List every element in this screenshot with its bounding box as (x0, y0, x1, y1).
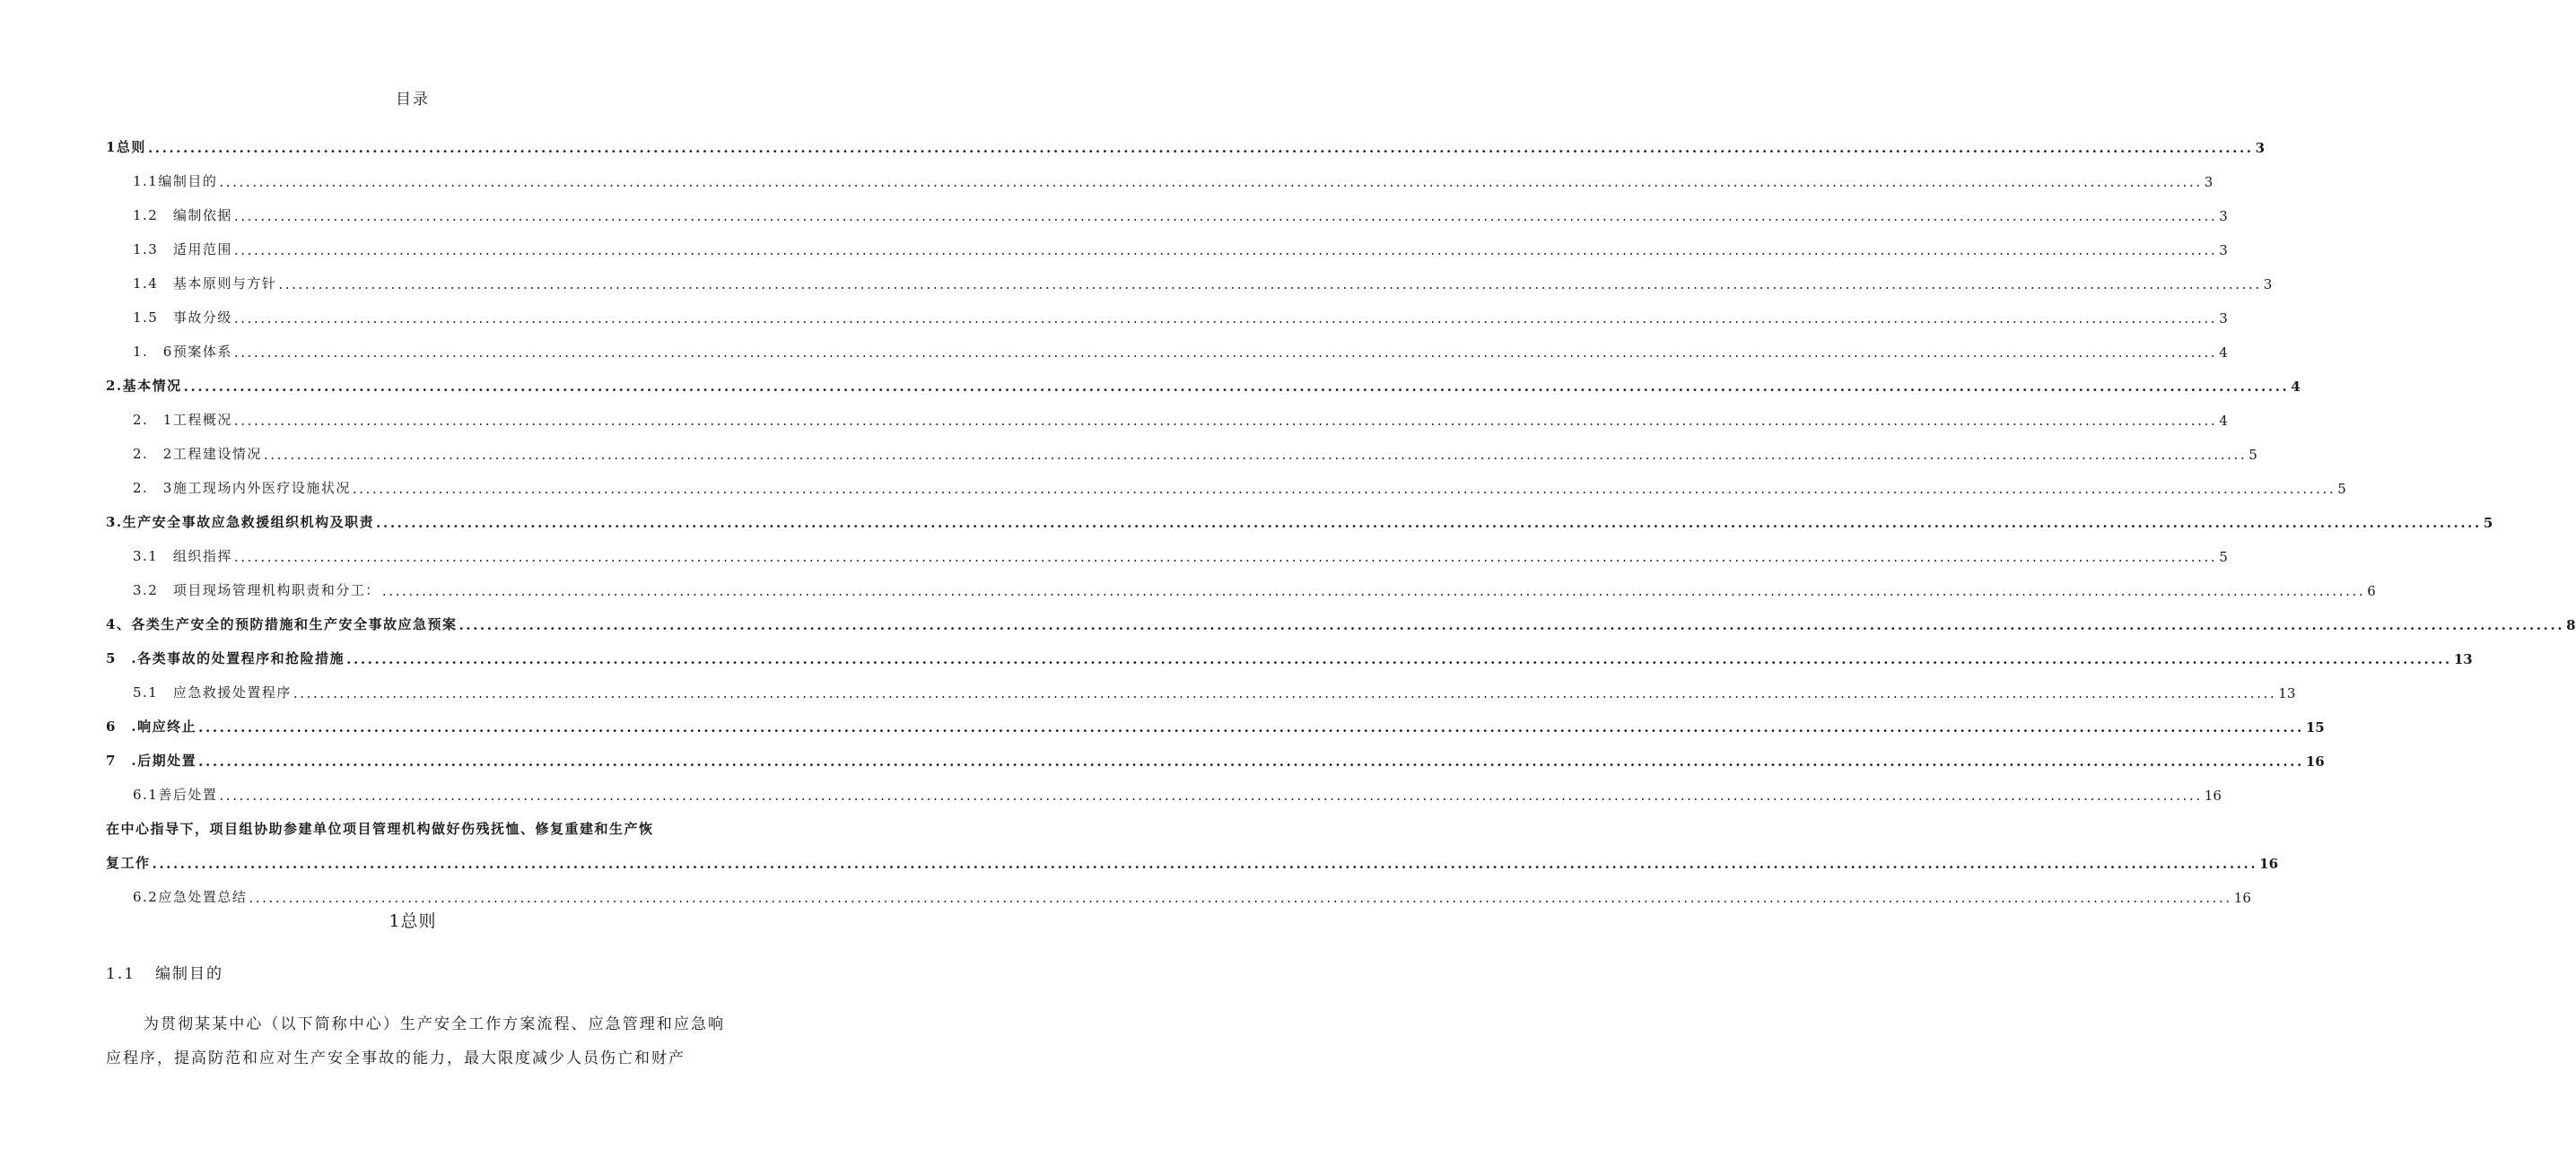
toc-entry[interactable] (106, 292, 2228, 327)
toc-page-number: 8 (2566, 617, 2576, 633)
toc-entry[interactable] (106, 327, 2228, 361)
toc-page-number: 3 (2255, 140, 2266, 156)
toc-entry-label: 2.基本情况 (106, 378, 182, 394)
toc-page-number: 3 (2263, 276, 2273, 292)
toc-entry-label: 复工作 (106, 855, 151, 871)
toc-page-number: 4 (2291, 379, 2301, 395)
toc-page-number: 3 (2219, 310, 2228, 327)
toc-page-number: 3 (2219, 208, 2228, 224)
toc-page-number: 13 (2278, 685, 2296, 701)
toc-entry-label: 2. 3施工现场内外医疗设施状况 (133, 480, 351, 496)
toc-page-number: 5 (2219, 549, 2228, 565)
toc-leader-dots: ............................................................................................................................................................................................................................................................................................................ (183, 379, 2290, 395)
toc-leader-dots: ............................................................................................................................................................................................................................................................................................................ (219, 788, 2203, 804)
toc-page-number: 16 (2305, 753, 2325, 770)
toc-entry-label: 5 .各类事故的处置程序和抢险措施 (106, 650, 345, 666)
toc-title: 目录 (396, 91, 430, 109)
toc-entry[interactable] (106, 872, 2251, 906)
toc-entry-label: 2. 2工程建设情况 (133, 446, 262, 462)
toc-entry[interactable] (106, 463, 2346, 497)
toc-entry[interactable] (106, 361, 2301, 395)
toc-entry-label: 1.1编制目的 (133, 173, 218, 189)
body-paragraph: 为贯彻某某中心（以下简称中心）生产安全工作方案流程、应急管理和应急响应程序，提高防范和应对生产安全事故的能力，最大限度减少人员伤亡和财产 (106, 1015, 725, 1067)
toc-entry-label: 7 .后期处置 (106, 753, 197, 769)
toc-page-number: 3 (2204, 174, 2214, 190)
toc-leader-dots: ............................................................................................................................................................................................................................................................................................................ (198, 719, 2304, 736)
toc-page-number: 3 (2219, 242, 2228, 258)
toc-page-number: 15 (2305, 719, 2325, 736)
toc-page-number: 5 (2483, 515, 2493, 531)
toc-leader-dots: ............................................................................................................................................................................................................................................................................................................ (346, 651, 2452, 667)
toc-entry-label: 3.生产安全事故应急救援组织机构及职责 (106, 514, 375, 530)
toc-leader-dots: ............................................................................................................................................................................................................................................................................................................ (263, 447, 2248, 463)
toc-page-number: 16 (2233, 890, 2251, 906)
toc-leader-dots: ............................................................................................................................................................................................................................................................................................................ (458, 617, 2565, 633)
toc-leader-dots: ............................................................................................................................................................................................................................................................................................................ (278, 276, 2262, 292)
toc-leader-dots: ............................................................................................................................................................................................................................................................................................................ (147, 140, 2254, 156)
toc-leader-dots: ............................................................................................................................................................................................................................................................................................................ (198, 753, 2304, 770)
subsection-heading (106, 961, 223, 983)
toc-entry-label: 1.4 基本原则与方针 (133, 275, 277, 292)
toc-page-number: 16 (2204, 788, 2222, 804)
toc-entry-label: 6.1善后处置 (133, 787, 218, 803)
toc-entry[interactable] (106, 565, 2376, 599)
toc-entry-wrapped-line1[interactable] (106, 804, 716, 838)
toc-entry[interactable] (106, 599, 2576, 633)
toc-page-number: 6 (2367, 583, 2376, 599)
toc-leader-dots: ............................................................................................................................................................................................................................................................................................................ (376, 515, 2482, 531)
toc-leader-dots: ............................................................................................................................................................................................................................................................................................................ (233, 242, 2218, 258)
subsection-title: 编制目的 (155, 965, 224, 983)
toc-entry[interactable] (106, 633, 2473, 667)
table-of-contents (106, 122, 2576, 906)
toc-entry-label: 4、各类生产安全的预防措施和生产安全事故应急预案 (106, 616, 458, 632)
toc-entry[interactable] (106, 190, 2228, 224)
toc-entry-label: 3.1 组织指挥 (133, 548, 232, 564)
toc-entry[interactable] (106, 224, 2228, 258)
toc-entry-label: 1总则 (106, 139, 146, 155)
toc-entry-label: 1.5 事故分级 (133, 309, 232, 326)
toc-entry[interactable] (106, 736, 2325, 770)
toc-leader-dots: ............................................................................................................................................................................................................................................................................................................ (293, 685, 2277, 701)
toc-page-number: 4 (2219, 344, 2228, 361)
toc-leader-dots: ............................................................................................................................................................................................................................................................................................................ (233, 344, 2218, 361)
subsection-number: 1.1 (106, 965, 136, 983)
toc-entry-label: 6.2应急处置总结 (133, 889, 248, 905)
toc-entry[interactable] (106, 395, 2228, 429)
toc-entry-label: 5.1 应急救援处置程序 (133, 684, 292, 701)
toc-entry[interactable] (106, 258, 2273, 292)
toc-leader-dots: ............................................................................................................................................................................................................................................................................................................ (219, 174, 2203, 190)
toc-leader-dots: ............................................................................................................................................................................................................................................................................................................ (233, 549, 2218, 565)
toc-page-number: 5 (2337, 481, 2346, 497)
toc-entry[interactable] (106, 667, 2296, 701)
toc-entry-label: 1. 6预案体系 (133, 344, 232, 360)
toc-entry-label: 2. 1工程概况 (133, 412, 232, 428)
toc-entry[interactable] (106, 156, 2214, 190)
toc-page-number: 4 (2219, 413, 2228, 429)
toc-leader-dots: ............................................................................................................................................................................................................................................................................................................ (233, 413, 2218, 429)
section-heading: 1总则 (389, 911, 437, 931)
toc-entry-label: 1.3 适用范围 (133, 241, 232, 257)
toc-leader-dots: ............................................................................................................................................................................................................................................................................................................ (152, 856, 2258, 872)
toc-entry[interactable] (106, 122, 2266, 156)
toc-page-number: 13 (2453, 651, 2473, 667)
toc-page-number: 5 (2249, 447, 2257, 463)
toc-entry[interactable] (106, 770, 2222, 804)
toc-leader-dots: ............................................................................................................................................................................................................................................................................................................ (233, 208, 2218, 224)
toc-page-number: 16 (2259, 856, 2279, 872)
toc-leader-dots: ............................................................................................................................................................................................................................................................................................................ (381, 583, 2366, 599)
toc-entry[interactable] (106, 497, 2493, 531)
toc-entry-wrapped-line2[interactable] (106, 838, 2279, 872)
toc-entry-label: 1.2 编制依据 (133, 207, 232, 223)
toc-entry-label: 在中心指导下，项目组协助参建单位项目管理机构做好伤残抚恤、修复重建和生产恢 (106, 821, 654, 837)
toc-entry-label: 3.2 项目现场管理机构职责和分工： (133, 582, 380, 598)
toc-leader-dots: ............................................................................................................................................................................................................................................................................................................ (233, 310, 2218, 327)
toc-entry[interactable] (106, 429, 2257, 463)
toc-entry[interactable] (106, 531, 2228, 565)
toc-leader-dots: ............................................................................................................................................................................................................................................................................................................ (249, 890, 2232, 906)
toc-leader-dots: ............................................................................................................................................................................................................................................................................................................ (352, 481, 2336, 497)
toc-entry[interactable] (106, 701, 2325, 736)
toc-entry-label: 6 .响应终止 (106, 718, 197, 735)
